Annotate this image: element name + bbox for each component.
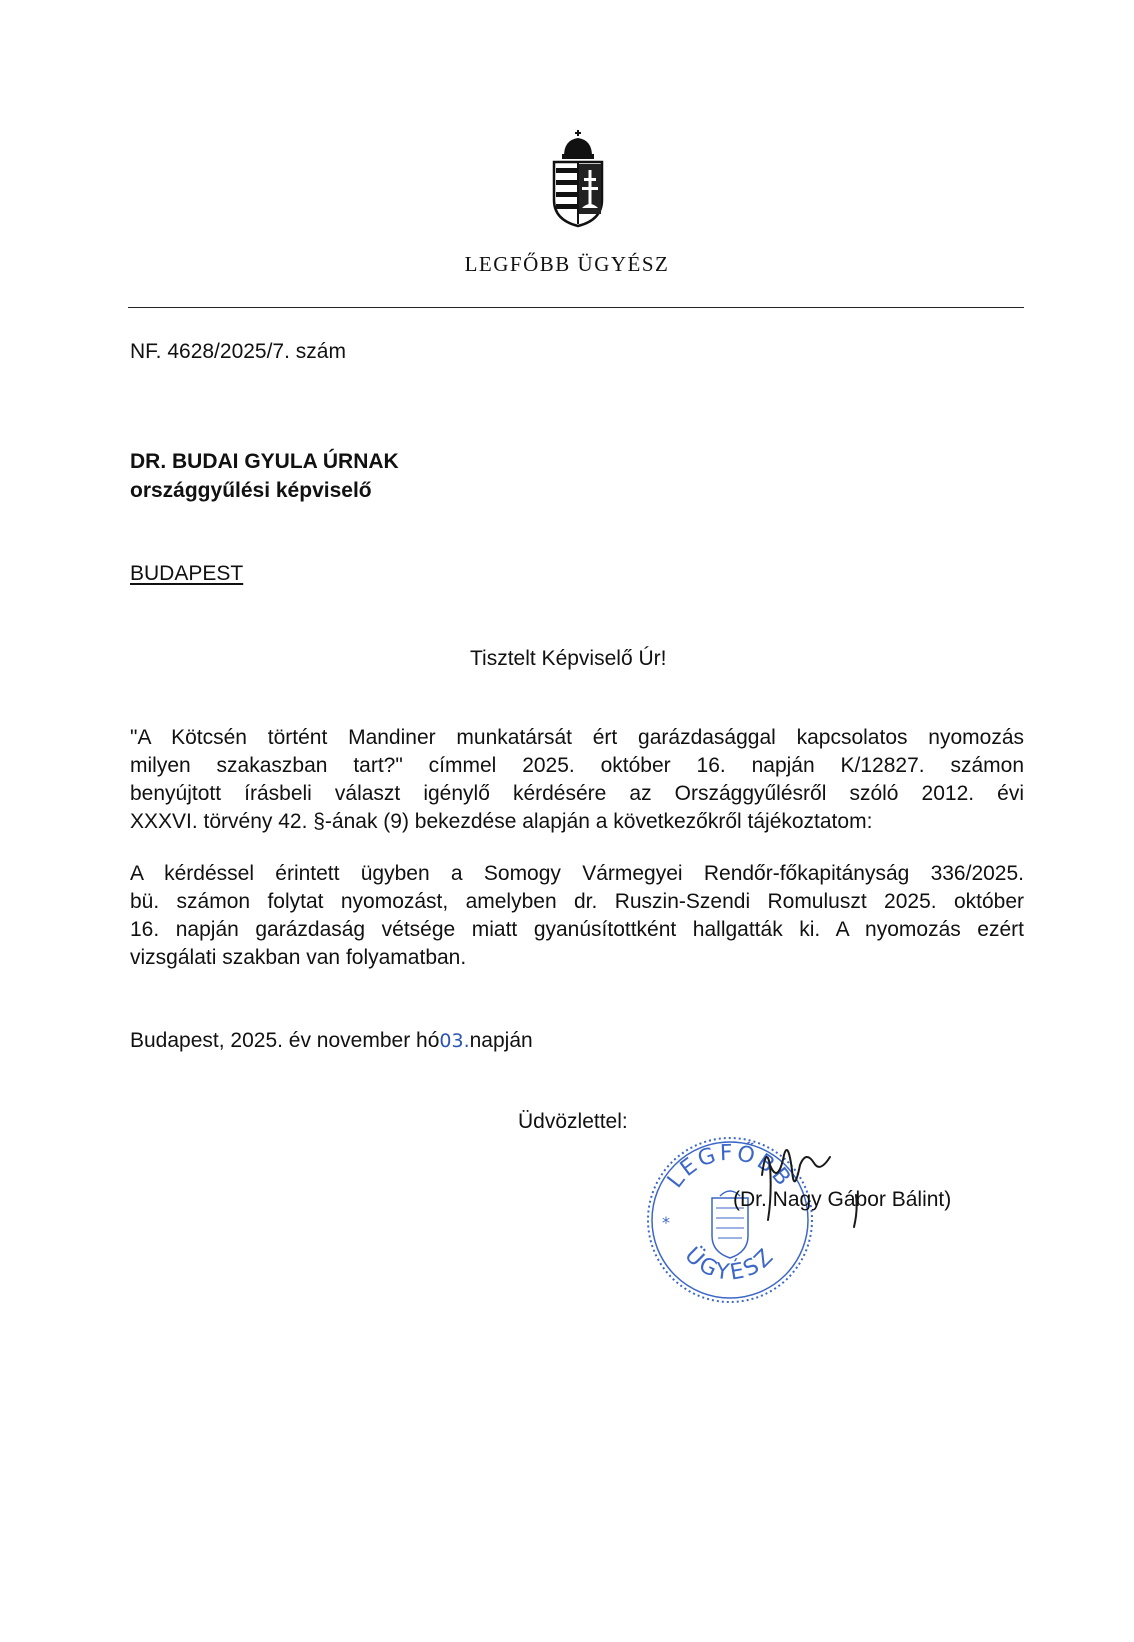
header-divider	[128, 307, 1024, 308]
recipient-title: országgyűlési képviselő	[130, 479, 372, 502]
date-line	[130, 1027, 533, 1055]
signer-name: (Dr. Nagy Gábor Bálint)	[733, 1188, 952, 1211]
signature-icon	[760, 1135, 900, 1230]
paragraph-line: bü. számon folytat nyomozást, amelyben dr. Ruszin-Szendi Romuluszt 2025. október	[130, 890, 1024, 913]
paragraph-line: XXXVI. törvény 42. §-ának (9) bekezdése alapján a következőkről tájékoztatom:	[130, 810, 873, 833]
date-suffix: napján	[469, 1029, 533, 1052]
coat-of-arms-icon	[550, 128, 606, 228]
body-paragraph-2	[130, 860, 1024, 972]
svg-text:*: *	[662, 1213, 670, 1232]
reference-number: NF. 4628/2025/7. szám	[130, 340, 346, 363]
date-prefix: Budapest, 2025. év november hó	[130, 1029, 440, 1052]
stamp-top-text: LEGFŐBB	[662, 1140, 797, 1193]
closing-greeting: Üdvözlettel:	[518, 1110, 628, 1133]
paragraph-line: "A Kötcsén történt Mandiner munkatársát ért garázdasággal kapcsolatos nyomozás	[130, 726, 1024, 749]
paragraph-line: vizsgálati szakban van folyamatban.	[130, 946, 467, 969]
recipient-city: BUDAPEST	[130, 562, 244, 585]
handwritten-day: 03.	[439, 1030, 470, 1052]
salutation: Tisztelt Képviselő Úr!	[470, 647, 667, 670]
paragraph-line: benyújtott írásbeli választ igénylő kérdésére az Országgyűlésről szóló 2012. évi	[130, 782, 1024, 805]
paragraph-line: 16. napján garázdaság vétsége miatt gyanúsítottként hallgatták ki. A nyomozás ezért	[130, 918, 1024, 941]
paragraph-line: A kérdéssel érintett ügyben a Somogy Vármegyei Rendőr-főkapitányság 336/2025.	[130, 862, 1024, 885]
body-paragraph-1	[130, 724, 1024, 836]
svg-text:ÜGYÉSZ	[680, 1242, 781, 1286]
paragraph-line: milyen szakaszban tart?" címmel 2025. október 16. napján K/12827. számon	[130, 754, 1024, 777]
authority-title: LEGFŐBB ÜGYÉSZ	[464, 252, 670, 276]
recipient-name: DR. BUDAI GYULA ÚRNAK	[130, 450, 399, 473]
stamp-bottom-text: ÜGYÉSZ	[679, 1242, 781, 1286]
